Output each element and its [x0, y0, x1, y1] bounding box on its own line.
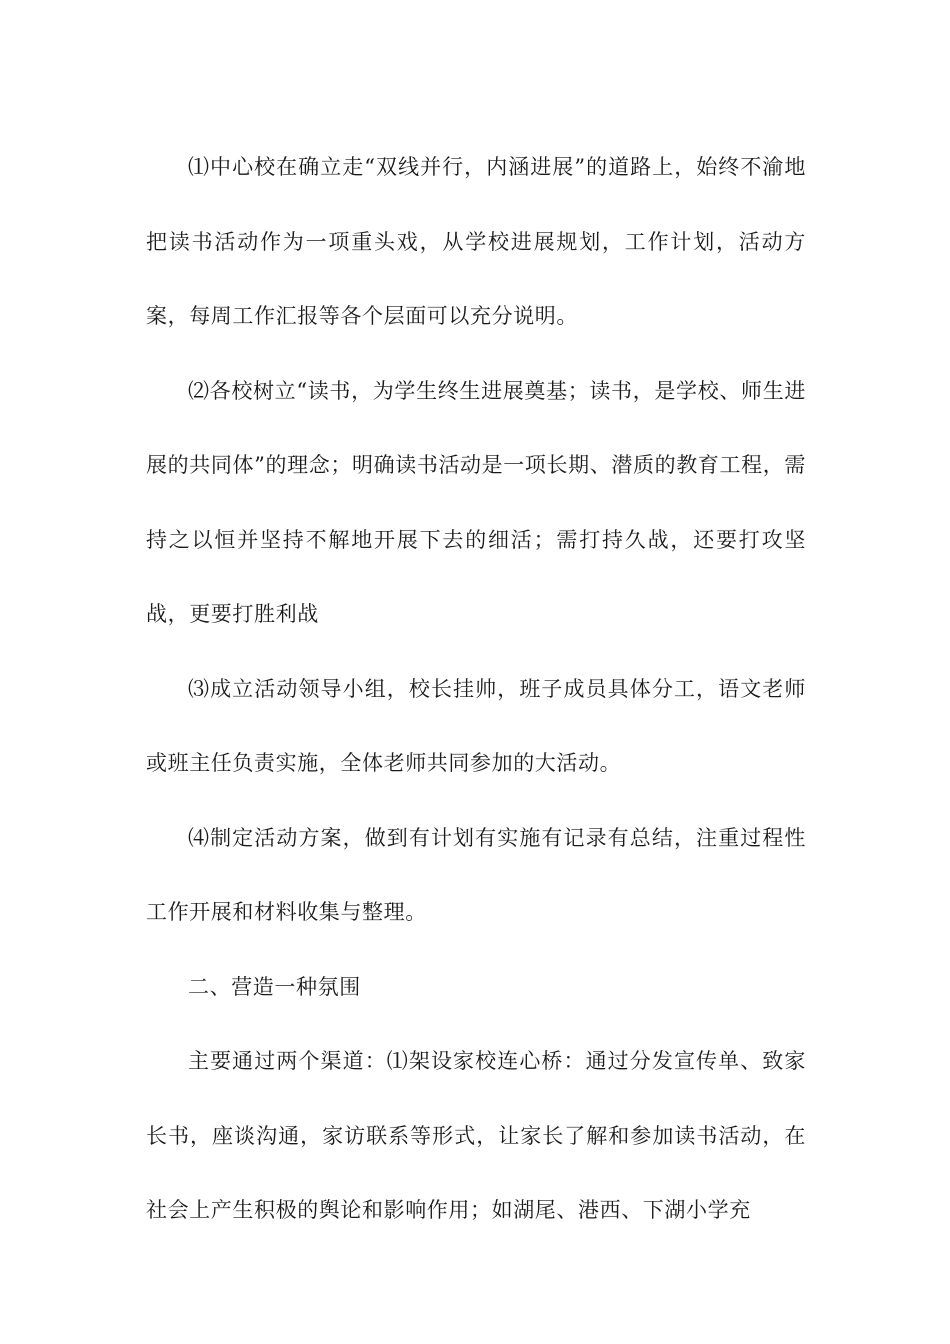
- section-heading: 二、营造一种氛围: [188, 974, 361, 999]
- document-body: [146, 130, 806, 1248]
- paragraph-1: ⑴中心校在确立走“双线并行，内涵进展”的道路上，始终不渝地把读书活动作为一项重头戏，从学校进展规划，工作计划，活动方案，每周工作汇报等各个层面可以充分说明。: [146, 155, 806, 328]
- section-paragraph: 主要通过两个渠道：⑴架设家校连心桥：通过分发宣传单、致家长书，座谈沟通，家访联系等形式，让家长了解和参加读书活动，在社会上产生积极的舆论和影响作用；如湖尾、港西、下湖小学充: [146, 1049, 806, 1222]
- paragraph-4: ⑷制定活动方案，做到有计划有实施有记录有总结，注重过程性工作开展和材料收集与整理。: [146, 825, 806, 924]
- paragraph-2: ⑵各校树立“读书，为学生终生进展奠基；读书，是学校、师生进展的共同体”的理念；明确读书活动是一项长期、潜质的教育工程，需持之以恒并坚持不解地开展下去的细活；需打持久战，还要打攻坚战，更要打胜利战: [146, 378, 806, 626]
- paragraph-3: ⑶成立活动领导小组，校长挂帅，班子成员具体分工，语文老师或班主任负责实施，全体老师共同参加的大活动。: [146, 676, 806, 775]
